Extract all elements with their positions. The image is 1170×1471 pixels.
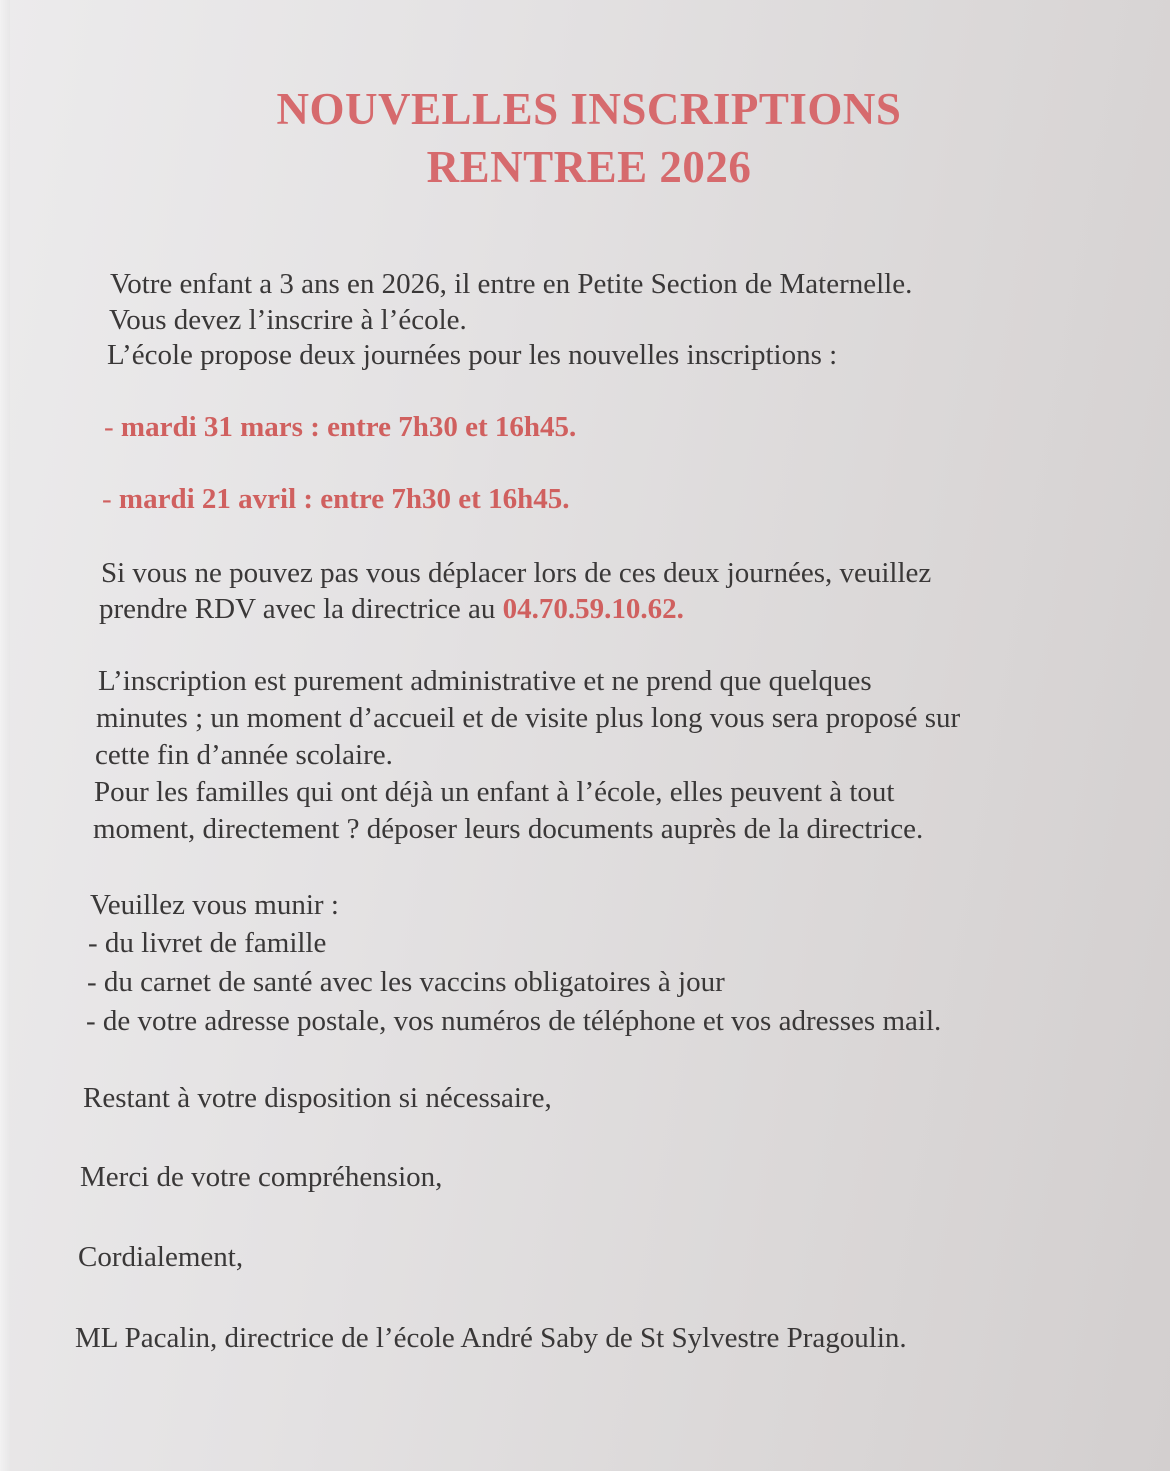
document-item-1: - du livret de famille [88, 927, 327, 959]
signature: ML Pacalin, directrice de l’école André Saby de St Sylvestre Pragoulin. [75, 1322, 907, 1354]
date-dash-2: - [102, 483, 112, 515]
documents-heading: Veuillez vous munir : [90, 889, 339, 921]
document-item-2: - du carnet de santé avec les vaccins obligatoires à jour [87, 966, 725, 998]
date-text-2: mardi 21 avril : entre 7h30 et 16h45. [118, 483, 570, 515]
info-line-4: Pour les familles qui ont déjà un enfant à l’école, elles peuvent à tout [94, 776, 895, 808]
rdv-line-1: Si vous ne pouvez pas vous déplacer lors de ces deux journées, veuillez [101, 557, 932, 589]
info-line-1: L’inscription est purement administrative et ne prend que quelques [98, 665, 872, 697]
info-line-2: minutes ; un moment d’accueil et de visite plus long vous sera proposé sur [96, 702, 961, 734]
date-item-1 [104, 409, 576, 445]
date-item-2 [102, 481, 569, 517]
info-line-3: cette fin d’année scolaire. [95, 739, 393, 771]
date-text-1: mardi 31 mars : entre 7h30 et 16h45. [120, 411, 577, 443]
closing-thanks: Merci de votre compréhension, [80, 1161, 443, 1193]
date-dash-1: - [104, 411, 114, 443]
paper-edge [0, 0, 10, 1471]
intro-line-1: Votre enfant a 3 ans en 2026, il entre en Petite Section de Maternelle. [110, 268, 913, 300]
rdv-line-2 [99, 591, 684, 627]
intro-line-3: L’école propose deux journées pour les nouvelles inscriptions : [107, 339, 838, 371]
document-item-3: - de votre adresse postale, vos numéros de téléphone et vos adresses mail. [86, 1005, 942, 1037]
closing-availability: Restant à votre disposition si nécessaire, [83, 1082, 552, 1114]
rdv-prefix: prendre RDV avec la directrice au [99, 593, 503, 625]
title-line-2: RENTREE 2026 [426, 142, 752, 192]
phone-number: 04.70.59.10.62. [502, 593, 684, 625]
title-line-1: NOUVELLES INSCRIPTIONS [276, 84, 902, 134]
info-line-5: moment, directement ? déposer leurs documents auprès de la directrice. [93, 813, 924, 845]
intro-line-2: Vous devez l’inscrire à l’école. [109, 304, 467, 336]
closing-regards: Cordialement, [78, 1241, 244, 1273]
